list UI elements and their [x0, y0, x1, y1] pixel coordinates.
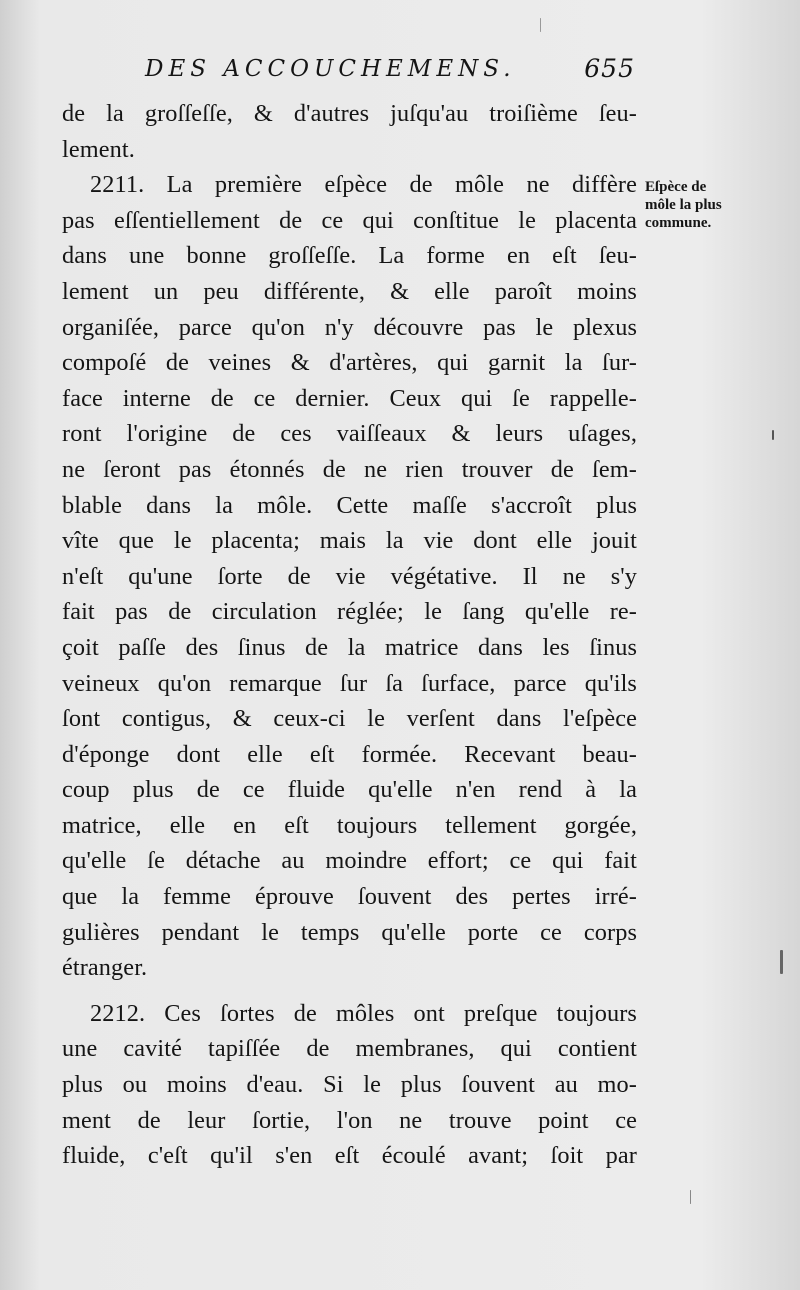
- text-line: coup plus de ce fluide qu'elle n'en rend à la: [62, 776, 637, 804]
- text-line: lement.: [62, 135, 135, 163]
- running-head: DES ACCOUCHEMENS.: [145, 56, 516, 82]
- text-line: organiſée, parce qu'on n'y découvre pas le plexus: [62, 313, 637, 341]
- text-line: çoit paſſe des ſinus de la matrice dans les ſinus: [62, 633, 637, 661]
- text-line: dans une bonne groſſeſſe. La forme en eſt ſeu-: [62, 242, 637, 270]
- paper-speck: [540, 18, 541, 32]
- text-line: vîte que le placenta; mais la vie dont elle jouit: [62, 527, 637, 555]
- text-line: veineux qu'on remarque ſur ſa ſurface, parce qu'ils: [62, 669, 637, 697]
- text-line: matrice, elle en eſt toujours tellement gorgée,: [62, 811, 637, 839]
- page-header: [145, 52, 635, 92]
- text-line: 2211. La première eſpèce de môle ne diffère: [90, 171, 637, 199]
- text-line: fait pas de circulation réglée; le ſang qu'elle re-: [62, 598, 637, 626]
- text-line: ment de leur ſortie, l'on ne trouve point ce: [62, 1106, 637, 1134]
- text-line: blable dans la môle. Cette maſſe s'accroît plus: [62, 491, 637, 519]
- margin-note-line: Eſpèce de: [645, 179, 707, 195]
- text-line: pas eſſentiellement de ce qui conſtitue le placenta: [62, 206, 637, 234]
- text-line: plus ou moins d'eau. Si le plus ſouvent au mo-: [62, 1071, 637, 1099]
- paper-speck: [772, 430, 774, 440]
- text-line: étranger.: [62, 954, 148, 982]
- text-line: compoſé de veines & d'artères, qui garnit la ſur-: [62, 349, 637, 377]
- text-line: lement un peu différente, & elle paroît moins: [62, 277, 637, 305]
- paper-speck: [690, 1190, 691, 1204]
- paper-speck: [780, 950, 783, 974]
- text-line: qu'elle ſe détache au moindre effort; ce qui fait: [62, 847, 637, 875]
- text-line: face interne de ce dernier. Ceux qui ſe rappelle-: [62, 384, 637, 412]
- page-number: 655: [584, 54, 635, 83]
- text-line: ne ſeront pas étonnés de ne rien trouver de ſem-: [62, 455, 637, 483]
- text-line: gulières pendant le temps qu'elle porte ce corps: [62, 918, 637, 946]
- paragraph-gap: [62, 986, 637, 996]
- text-line: ront l'origine de ces vaiſſeaux & leurs uſages,: [62, 420, 637, 448]
- text-line: ſont contigus, & ceux-ci le verſent dans l'eſpèce: [62, 705, 637, 733]
- margin-note-line: môle la plus: [645, 197, 722, 213]
- body-text: [62, 96, 637, 1174]
- text-line: une cavité tapiſſée de membranes, qui contient: [62, 1035, 637, 1063]
- text-line: 2212. Ces ſortes de môles ont preſque toujours: [90, 999, 637, 1027]
- text-line: fluide, c'eſt qu'il s'en eſt écoulé avant; ſoit par: [62, 1142, 637, 1170]
- text-line: que la femme éprouve ſouvent des pertes irré-: [62, 883, 637, 911]
- text-line: d'éponge dont elle eſt formée. Recevant beau-: [62, 740, 637, 768]
- margin-note-line: commune.: [645, 215, 712, 231]
- text-line: n'eſt qu'une ſorte de vie végétative. Il ne s'y: [62, 562, 637, 590]
- margin-note: [645, 178, 757, 232]
- text-line: de la groſſeſſe, & d'autres juſqu'au troiſième ſeu-: [62, 100, 637, 127]
